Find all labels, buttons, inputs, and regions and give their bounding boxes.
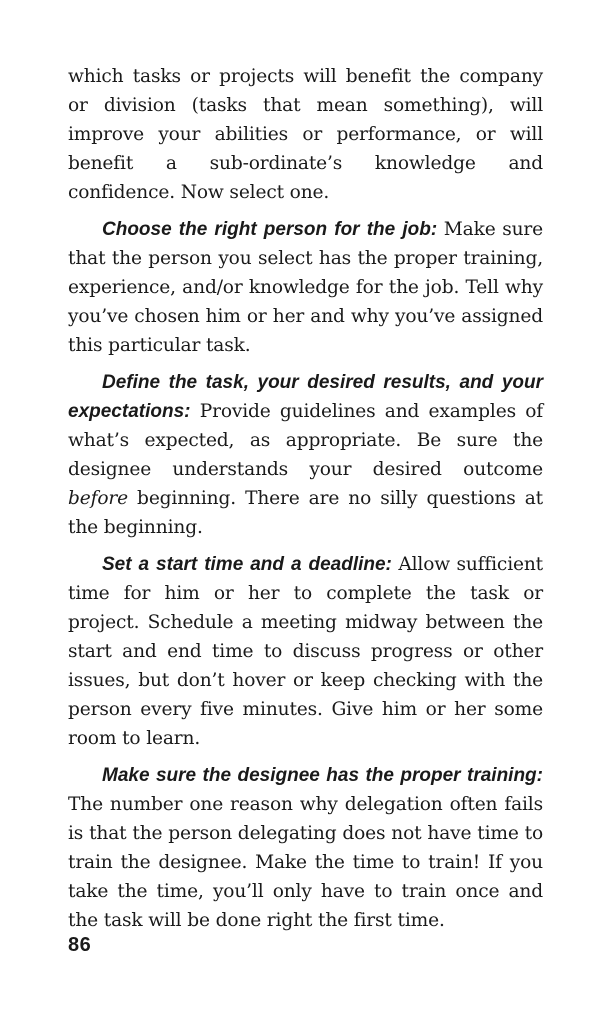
paragraph-text: which tasks or projects will benefit the company or division (tasks that mean something), will improve your abilities or performance, or will benefit a sub-ordinate’s knowledge and confidence. Now select one. <box>68 66 543 203</box>
page-number: 86 <box>68 934 92 956</box>
paragraph-training <box>68 761 543 935</box>
paragraph-heading: Define the task, your desired results, and your expectations: <box>68 372 543 422</box>
paragraph-choose-person <box>68 215 543 360</box>
paragraph-text: Allow sufficient time for him or her to complete the task or project. Schedule a meeting midway between the start and end time to discuss progress or other issues, but don’t hover or keep checking with the person every five minutes. Give him or her some room to learn. <box>68 554 543 749</box>
paragraph-text: The number one reason why delegation often fails is that the person delegating does not have time to train the designee. Make the time to train! If you take the time, you’ll only have to train once and the task will be done right the first time. <box>68 794 543 931</box>
paragraph-text: Provide guidelines and examples of what’s expected, as appropriate. Be sure the designee understands your desired outcome <box>68 401 543 480</box>
paragraph-define-task <box>68 368 543 542</box>
paragraph-heading: Set a start time and a deadline: <box>102 554 392 575</box>
emphasis-text: before <box>68 488 128 509</box>
paragraph-deadline <box>68 550 543 753</box>
paragraph-text: Make sure that the person you select has the proper training, experience, and/or knowledge for the job. Tell why you’ve chosen him or her and why you’ve assigned this particular task. <box>68 219 543 356</box>
paragraph-heading: Make sure the designee has the proper training: <box>102 765 543 786</box>
page-body <box>68 62 543 943</box>
paragraph-text: beginning. There are no silly questions at the beginning. <box>68 488 543 538</box>
paragraph-intro <box>68 62 543 207</box>
paragraph-heading: Choose the right person for the job: <box>102 219 438 240</box>
